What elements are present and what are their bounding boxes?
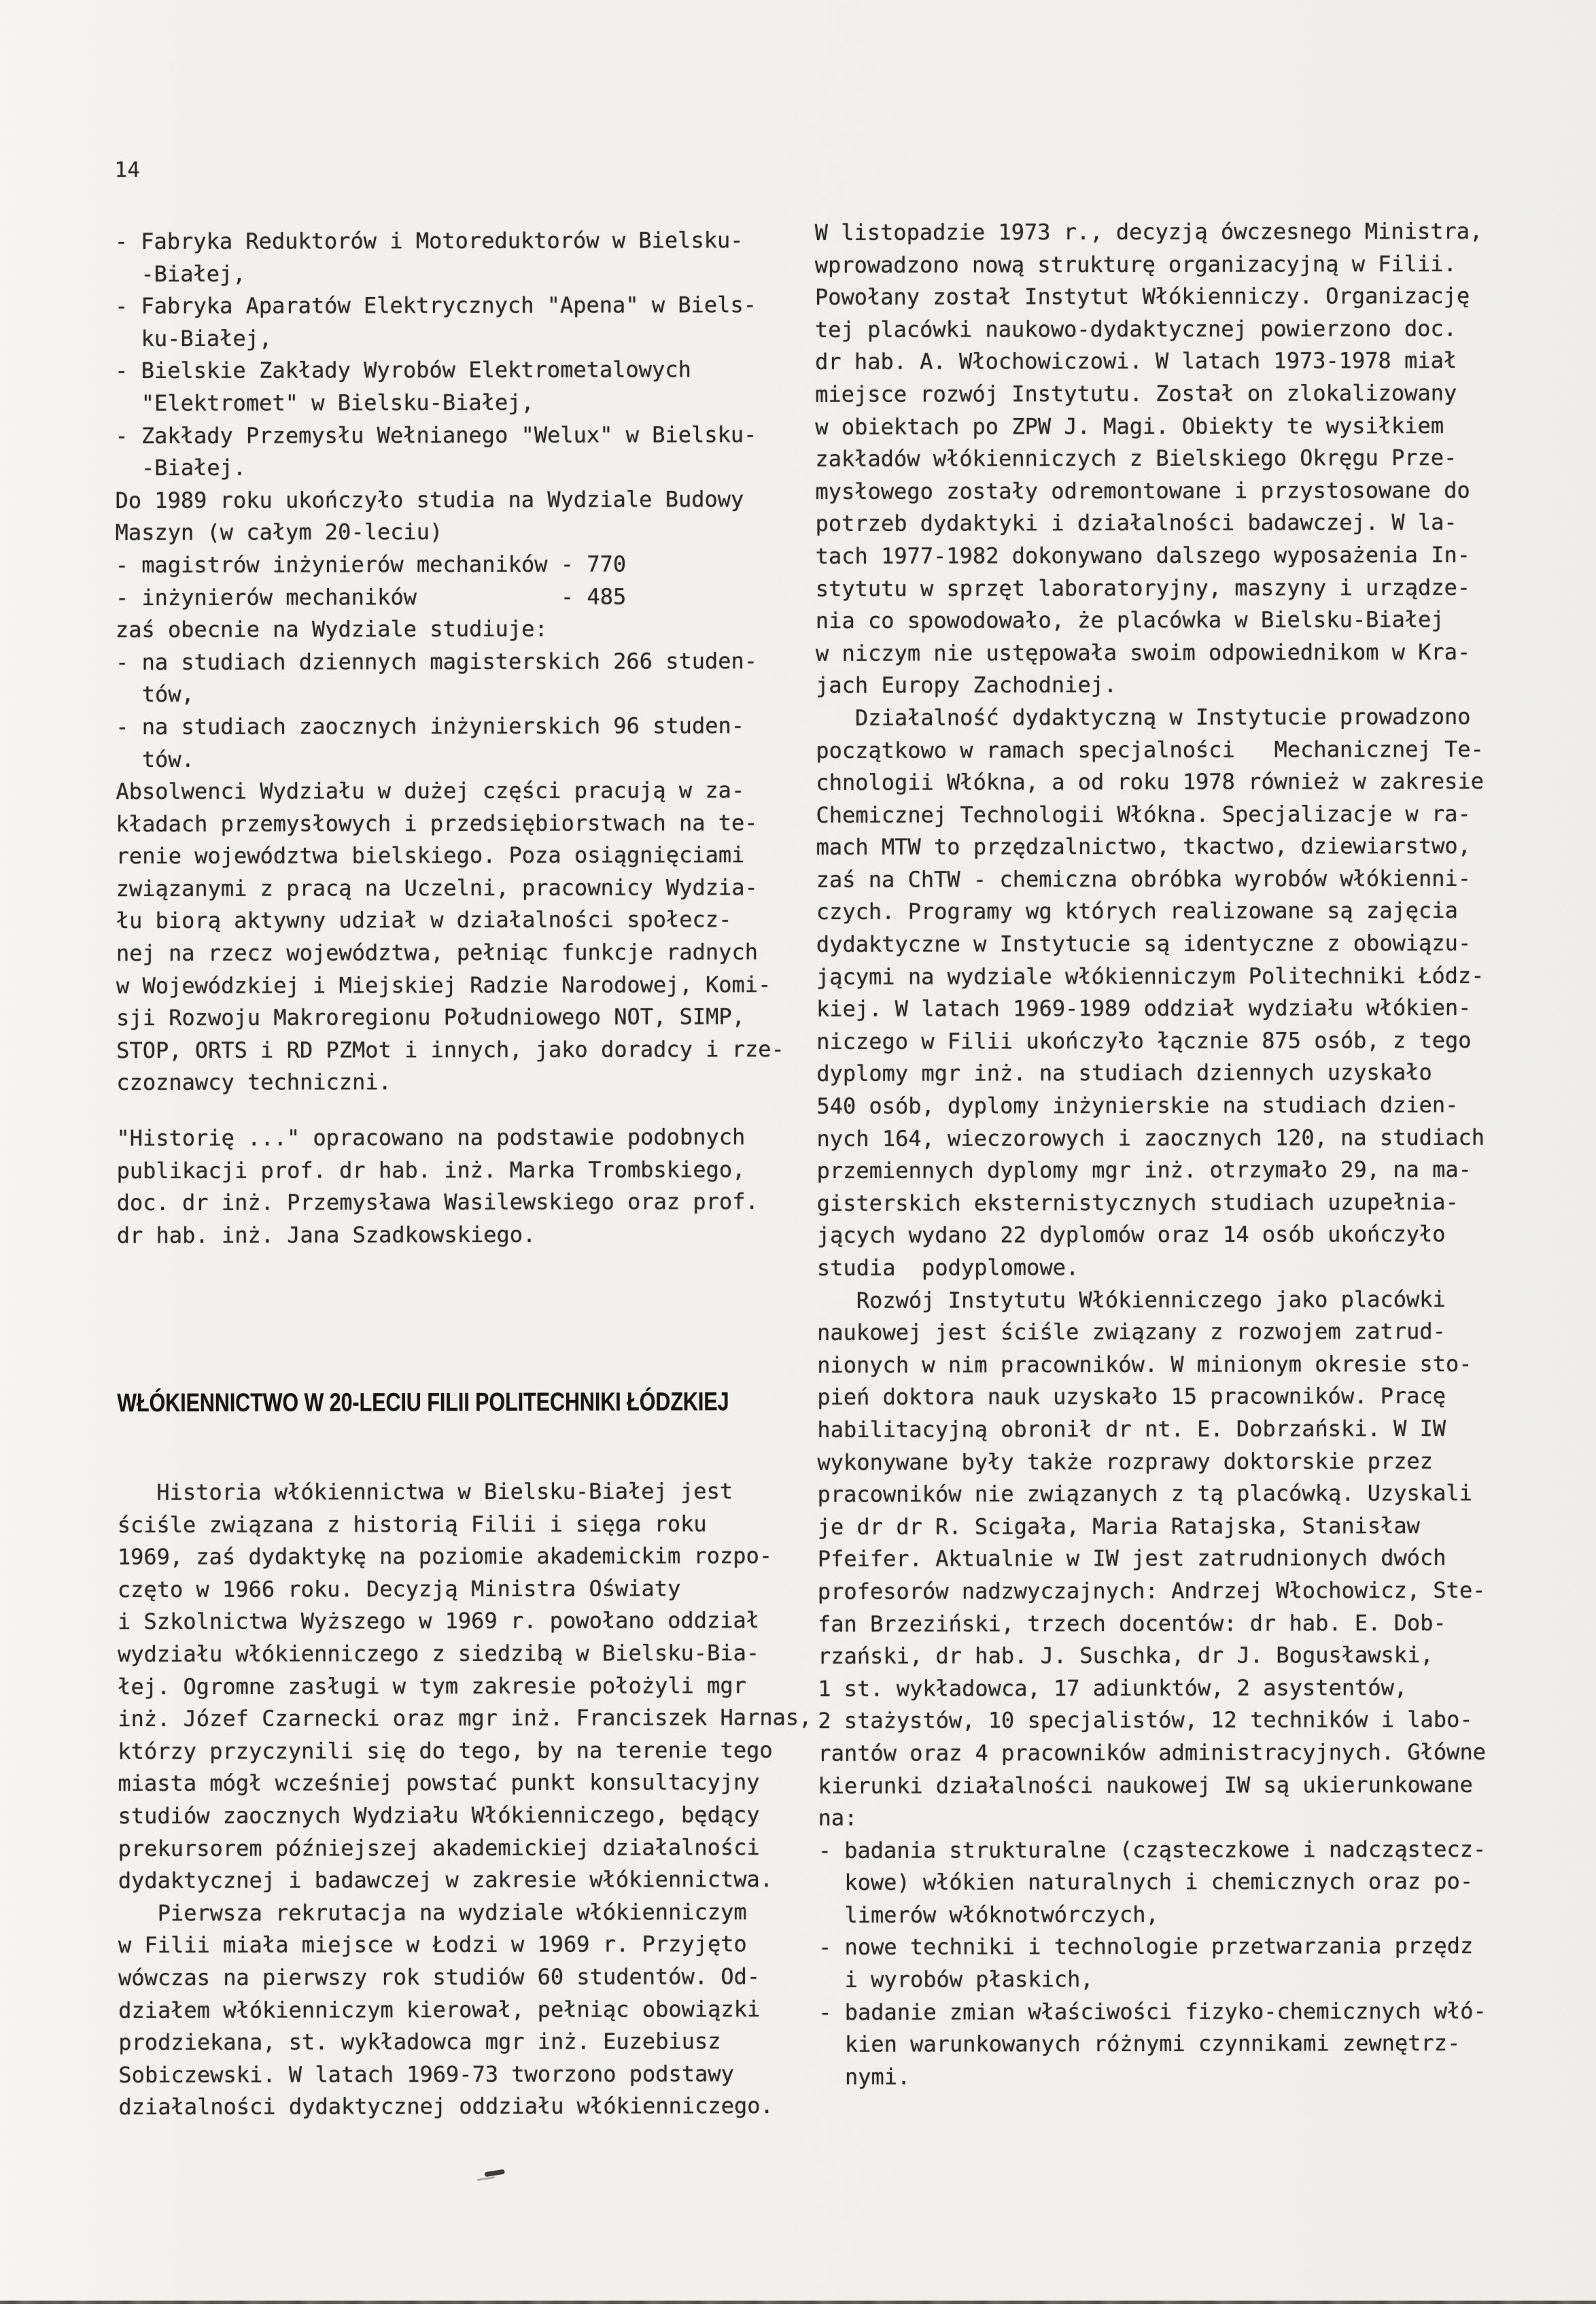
right-column-text: W listopadzie 1973 r., decyzją ówczesnego Ministra, wprowadzono nową strukturę organizacyjną w Filii. Powołany został Instytut Włókienniczy. Organizację tej placówki naukowo-dydaktycznej powierzono doc. dr hab. A. Włochowiczowi. W latach 1973-1978 miał miejsce rozwój Instytutu. Został on zlokalizowany w obiektach po ZPW J. Magi. Obiekty te wysiłkiem zakładów włókienniczych z Bielskiego Okręgu Prze- mysłowego zostały odremontowane i przystosowane do potrzeb dydaktyki i działalności badawczej. W la- tach 1977-1982 dokonywano dalszego wyposażenia In- stytutu w sprzęt laboratoryjny, maszyny i urządze- nia co spowodowało, że placówka w Bielsku-Białej w niczym nie ustępowała swoim odpowiednikom w Kra- jach Europy Zachodniej. Działalność dydaktyczną w Instytucie prowadzono początkowo w ramach specjalności Mechanicznej Te- chnologii Włókna, a od roku 1978 również w zakresie Chemicznej Technologii Włókna. Specjalizacje w ra- mach MTW to przędzalnictwo, tkactwo, dziewiarstwo, zaś na ChTW - chemiczna obróbka wyrobów włókienni- czych. Programy wg których realizowane są zajęcia dydaktyczne w Instytucie są identyczne z obowiązu- jącymi na wydziale włókienniczym Politechniki Łódz- kiej. W latach 1969-1989 oddział wydziału włókien- niczego w Filii ukończyło łącznie 875 osób, z tego dyplomy mgr inż. na studiach dziennych uzyskało 540 osób, dyplomy inżynierskie na studiach dzien- nych 164, wieczorowych i zaocznych 120, na studiach przemiennych dyplomy mgr inż. otrzymało 29, na ma- gisterskich eksternistycznych studiach uzupełnia- jących wydano 22 dyplomów oraz 14 osób ukończyło studia podyplomowe. Rozwój Instytutu Włókienniczego jako placówki naukowej jest ściśle związany z rozwojem zatrud- nionych w nim pracowników. W minionym okresie sto- pień doktora nauk uzyskało 15 pracowników. Pracę habilitacyjną obronił dr nt. E. Dobrzański. W IW wykonywane były także rozprawy doktorskie przez pracowników nie związanych z tą placówką. Uzyskali je dr dr R. Scigała, Maria Ratajska, Stanisław Pfeifer. Aktualnie w IW jest zatrudnionych dwóch profesorów nadzwyczajnych: Andrzej Włochowicz, Ste- fan Brzeziński, trzech docentów: dr hab. E. Dob- rzański, dr hab. J. Suschka, dr J. Bogusławski, 1 st. wykładowca, 17 adiunktów, 2 asystentów, 2 stażystów, 10 specjalistów, 12 techników i labo- rantów oraz 4 pracowników administracyjnych. Główne kierunki działalności naukowej IW są ukierunkowane na: - badania strukturalne (cząsteczkowe i nadcząstecz- kowe) włókien naturalnych i chemicznych oraz po- limerów włóknotwórczych, - nowe techniki i technologie przetwarzania przędz i wyrobów płaskich, - badanie zmian właściwości fizyko-chemicznych włó- kien warunkowanych różnymi czynnikami zewnętrz- nymi.: [814, 218, 1487, 2090]
scan-bottom-edge: [0, 2301, 1596, 2304]
stray-dash-mark: [484, 2169, 505, 2178]
left-column-credits-paragraph: "Historię ..." opracowano na podstawie podobnych publikacji prof. dr hab. inż. Marka Trombskiego, doc. dr inż. Przemysława Wasilewskiego oraz prof. dr hab. inż. Jana Szadkowskiego.: [116, 1124, 759, 1248]
page-number: 14: [114, 158, 140, 183]
left-column-history-paragraphs: Historia włókiennictwa w Bielsku-Białej jest ściśle związana z historią Filii i sięga roku 1969, zaś dydaktykę na poziomie akademickim rozpo- częto w 1966 roku. Decyzją Ministra Oświaty i Szkolnictwa Wyższego w 1969 r. powołano oddział wydziału włókienniczego z siedzibą w Bielsku-Bia- łej. Ogromne zasługi w tym zakresie położyli mgr inż. Józef Czarnecki oraz mgr inż. Franciszek Harnas, którzy przyczynili się do tego, by na terenie tego miasta mógł wcześniej powstać punkt konsultacyjny studiów zaocznych Wydziału Włókienniczego, będący prekursorem późniejszej akademickiej działalności dydaktycznej i badawczej w zakresie włókiennictwa. Pierwsza rekrutacja na wydziale włókienniczym w Filii miała miejsce w Łodzi w 1969 r. Przyjęto wówczas na pierwszy rok studiów 60 studentów. Od- działem włókienniczym kierował, pełniąc obowiązki prodziekana, st. wykładowca mgr inż. Euzebiusz Sobiczewski. W latach 1969-73 tworzono podstawy działalności dydaktycznej oddziału włókienniczego.: [117, 1478, 812, 2120]
section-heading: WŁÓKIENNICTWO W 20-LECIU FILII POLITECHNIKI ŁÓDZKIEJ: [117, 1388, 729, 1418]
left-column-factories-and-stats: - Fabryka Reduktorów i Motoreduktorów w Bielsku- -Białej, - Fabryka Aparatów Elektrycznych "Apena" w Biels- ku-Białej, - Bielskie Zakłady Wyrobów Elektrometalowych "Elektromet" w Bielsku-Białej, - Zakłady Przemysłu Wełnianego "Welux" w Bielsku- -Białej. Do 1989 roku ukończyło studia na Wydziale Budowy Maszyn (w całym 20-leciu) - magistrów inżynierów mechaników - 770 - inżynierów mechaników - 485 zaś obecnie na Wydziale studiuje: - na studiach dziennych magisterskich 266 studen- tów, - na studiach zaocznych inżynierskich 96 studen- tów. Absolwenci Wydziału w dużej części pracują w za- kładach przemysłowych i przedsiębiorstwach na te- renie województwa bielskiego. Poza osiągnięciami związanymi z pracą na Uczelni, pracownicy Wydzia- łu biorą aktywny udział w działalności społecz- nej na rzecz województwa, pełniąc funkcje radnych w Wojewódzkiej i Miejskiej Radzie Narodowej, Komi- sji Rozwoju Makroregionu Południowego NOT, SIMP, STOP, ORTS i RD PZMot i innych, jako doradcy i rze- czoznawcy techniczni.: [114, 227, 784, 1096]
